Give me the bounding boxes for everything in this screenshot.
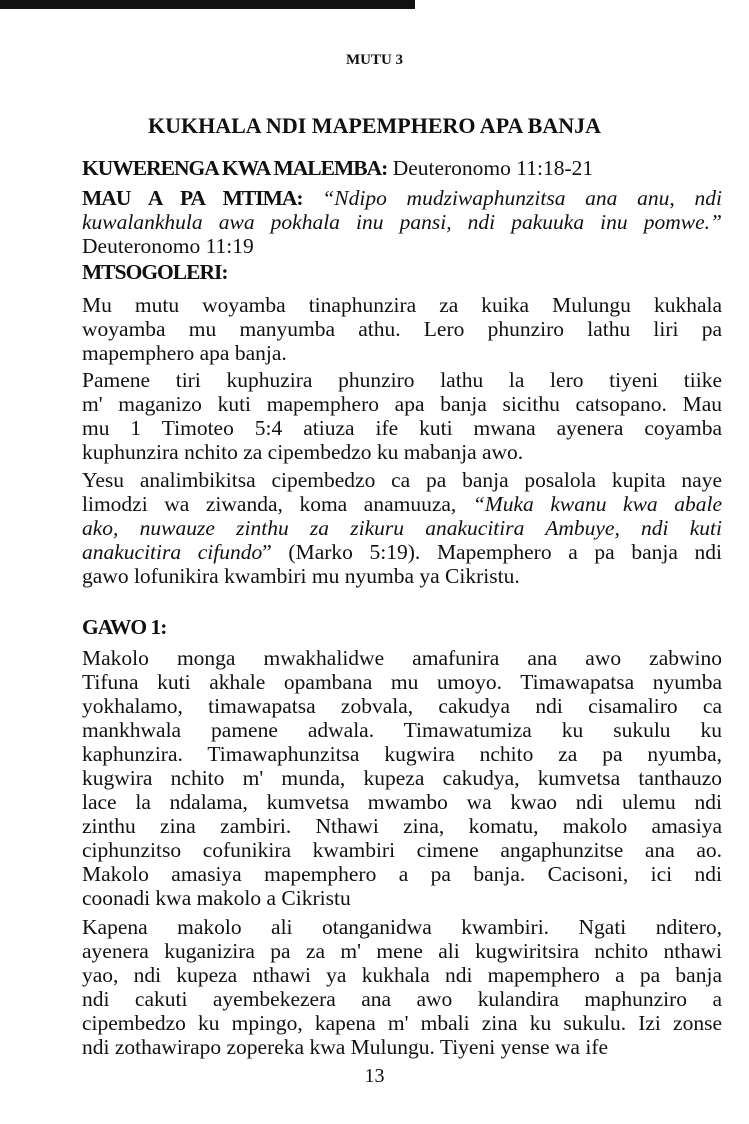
paragraph bbox=[82, 468, 722, 588]
section-heading bbox=[82, 615, 722, 639]
text-line bbox=[82, 646, 722, 670]
text-segment: Mu mutu woyamba tinaphunzira za kuika Mulungu kukhala bbox=[82, 293, 722, 317]
text-line bbox=[82, 341, 722, 365]
text-segment: ndi zothawirapo zopereka kwa Mulungu. Tiyeni yense wa ife bbox=[82, 1035, 609, 1059]
text-segment: woyamba mu manyumba athu. Lero phunziro lathu liri pa bbox=[82, 317, 722, 341]
chapter-title: KUKHALA NDI MAPEMPHERO APA BANJA bbox=[147, 113, 602, 138]
text-segment: ” (Marko 5:19). Mapemphero a pa banja ndi bbox=[262, 540, 722, 564]
text-segment: m' maganizo kuti mapemphero apa banja sicithu catsopano. Mau bbox=[82, 392, 722, 416]
text-line bbox=[82, 963, 722, 987]
text-segment: limodzi wa ziwanda, koma anamuuza, bbox=[82, 492, 473, 516]
italic-text: ako, nuwauze zinthu za zikuru anakucitira Ambuye, ndi kuti bbox=[82, 516, 722, 540]
text-segment: kaphunzira. Timawaphunzitsa kugwira nchito za pa nyumba, bbox=[82, 742, 722, 766]
section-heading bbox=[82, 260, 722, 284]
text-segment: mapemphero apa banja. bbox=[82, 341, 287, 365]
text-line bbox=[82, 838, 722, 862]
text-line bbox=[82, 694, 722, 718]
text-segment: mu 1 Timoteo 5:4 atiuza ife kuti mwana ayenera coyamba bbox=[82, 416, 722, 440]
text-segment: mankhwala pamene adwala. Timawatumiza ku sukulu ku bbox=[82, 718, 722, 742]
label-text: GAWO 1: bbox=[82, 615, 167, 639]
text-line bbox=[82, 234, 722, 258]
text-segment: Pamene tiri kuphuzira phunziro lathu la lero tiyeni tiike bbox=[82, 368, 722, 392]
text-line bbox=[82, 260, 722, 284]
text-line bbox=[82, 670, 722, 694]
text-line bbox=[82, 814, 722, 838]
text-segment: Makolo amasiya mapemphero a pa banja. Cacisoni, ici ndi bbox=[82, 862, 722, 886]
text-line bbox=[82, 1035, 722, 1059]
text-line bbox=[82, 862, 722, 886]
text-segment: yokhalamo, timawapatsa zobvala, cakudya ndi cisamaliro ca bbox=[82, 694, 722, 718]
text-line bbox=[82, 317, 722, 341]
text-segment: gawo lofunikira kwambiri mu nyumba ya Cikristu. bbox=[82, 564, 520, 588]
text-line bbox=[82, 915, 722, 939]
text-line bbox=[82, 492, 722, 516]
text-line bbox=[82, 540, 722, 564]
text-line bbox=[82, 468, 722, 492]
text-segment: coonadi kwa makolo a Cikristu bbox=[82, 886, 351, 910]
text-line bbox=[82, 186, 722, 210]
text-segment: zinthu zina zambiri. Nthawi zina, komatu, makolo amasiya bbox=[82, 814, 722, 838]
text-segment: Kapena makolo ali otanganidwa kwambiri. Ngati nditero, bbox=[82, 915, 722, 939]
text-line bbox=[82, 210, 722, 234]
text-segment: Deuteronomo 11:18-21 bbox=[387, 156, 594, 180]
text-line bbox=[82, 766, 722, 790]
italic-text: “Ndipo mudziwaphunzitsa ana anu, ndi bbox=[302, 186, 722, 210]
paragraph bbox=[82, 646, 722, 910]
label-text: MAU A PA MTIMA: bbox=[82, 186, 303, 210]
text-segment: Makolo monga mwakhalidwe amafunira ana awo zabwino bbox=[82, 646, 722, 670]
page-number: 13 bbox=[364, 1065, 385, 1087]
text-line bbox=[82, 392, 722, 416]
text-segment: Tifuna kuti akhale opambana mu umoyo. Timawapatsa nyumba bbox=[82, 670, 722, 694]
text-segment: ayenera kuganizira pa za m' mene ali kugwiritsira nchito nthawi bbox=[82, 939, 722, 963]
text-segment: Yesu analimbikitsa cipembedzo ca pa banja posalola kupita naye bbox=[82, 468, 722, 492]
text-segment: Deuteronomo 11:19 bbox=[82, 234, 254, 258]
text-segment: kugwira nchito m' munda, kupeza cakudya, kumvetsa tanthauzo bbox=[82, 766, 722, 790]
italic-text: kuwalankhula awa pokhala inu pansi, ndi pakuuka inu pomwe.” bbox=[82, 210, 722, 234]
text-line bbox=[82, 368, 722, 392]
text-line bbox=[82, 564, 722, 588]
text-segment: yao, ndi kupeza nthawi ya kukhala ndi mapemphero a pa banja bbox=[82, 963, 722, 987]
text-line bbox=[82, 742, 722, 766]
text-line bbox=[82, 718, 722, 742]
text-segment: ndi cakuti ayembekezera ana awo kulandira maphunziro a bbox=[82, 987, 722, 1011]
text-line bbox=[82, 440, 722, 464]
running-head: MUTU 3 bbox=[345, 52, 404, 68]
paragraph bbox=[82, 293, 722, 365]
top-rule bbox=[0, 0, 415, 9]
text-line bbox=[82, 615, 722, 639]
label-text: MTSOGOLERI: bbox=[82, 260, 228, 284]
text-segment: kuphunzira nchito za cipembedzo ku mabanja awo. bbox=[82, 440, 524, 464]
paragraph bbox=[82, 368, 722, 464]
text-line bbox=[82, 516, 722, 540]
text-line bbox=[82, 790, 722, 814]
label-text: KUWERENGA KWA MALEMBA: bbox=[82, 156, 388, 180]
italic-text: anakucitira cifundo bbox=[82, 540, 263, 564]
paragraph bbox=[82, 186, 722, 258]
text-line bbox=[82, 886, 722, 910]
text-line bbox=[82, 939, 722, 963]
text-line bbox=[82, 987, 722, 1011]
section-heading bbox=[82, 156, 722, 180]
text-line bbox=[82, 1011, 722, 1035]
text-line bbox=[82, 293, 722, 317]
text-segment: ciphunzitso cofunikira kwambiri cimene angaphunzitse ana ao. bbox=[82, 838, 722, 862]
text-line bbox=[82, 416, 722, 440]
italic-text: “Muka kwanu kwa abale bbox=[472, 492, 722, 516]
paragraph bbox=[82, 915, 722, 1059]
text-segment: lace la ndalama, kumvetsa mwambo wa kwao ndi ulemu ndi bbox=[82, 790, 722, 814]
text-line bbox=[82, 156, 722, 180]
text-segment: cipembedzo ku mpingo, kapena m' mbali zina ku sukulu. Izi zonse bbox=[82, 1011, 722, 1035]
